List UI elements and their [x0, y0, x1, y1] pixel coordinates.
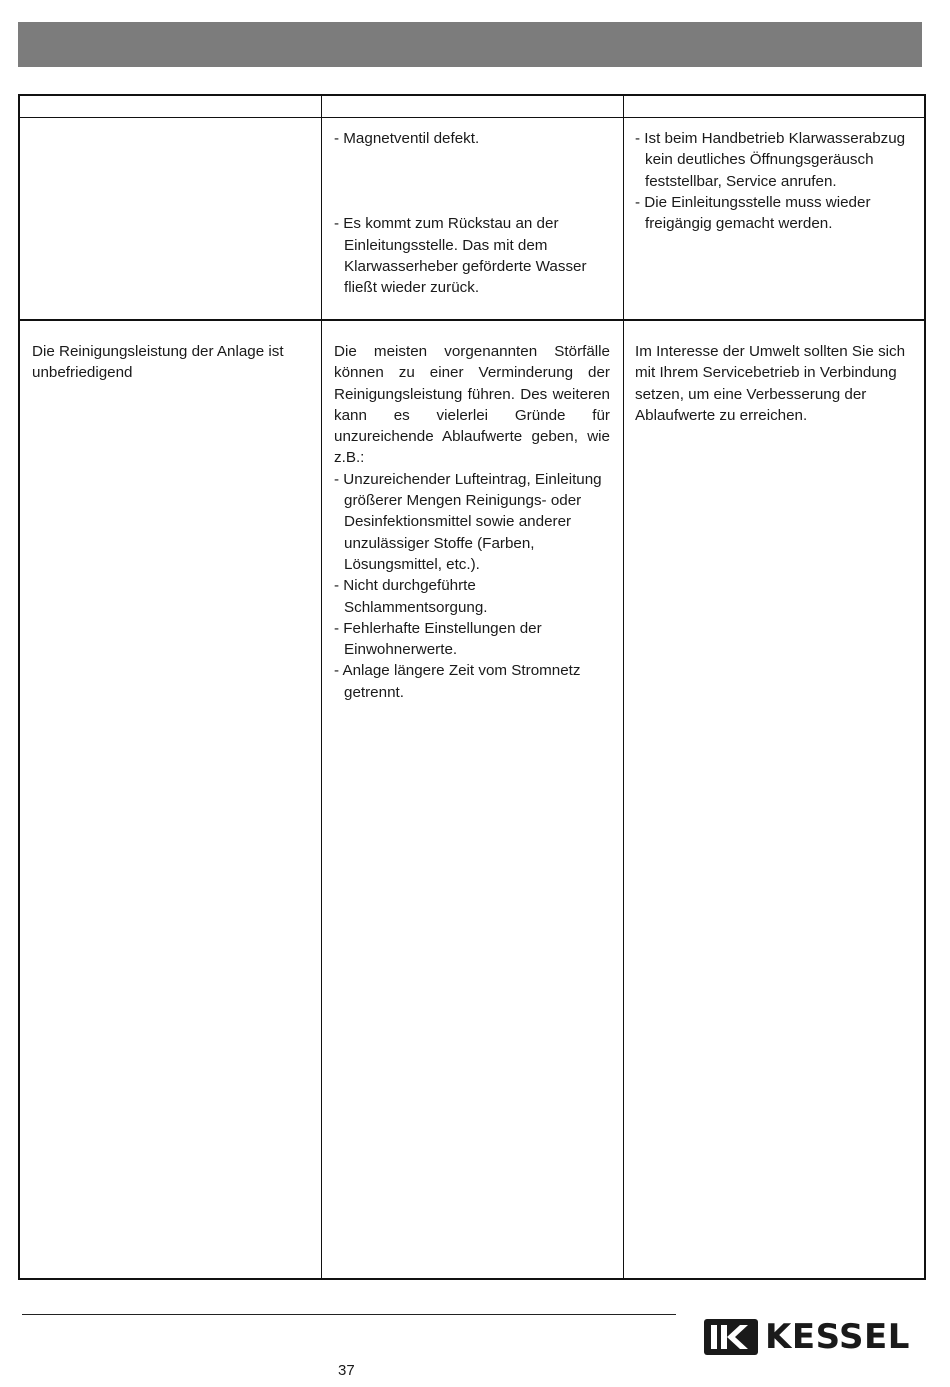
row2-cause	[334, 341, 610, 703]
remedy-item: - Die Einleitungsstelle muss wieder freigängig gemacht werden.	[635, 193, 871, 233]
header-bar	[18, 22, 922, 67]
page-number: 37	[338, 1362, 355, 1379]
cause-item: - Unzureichender Lufteintrag, Einleitung größerer Mengen Reinigungs- oder Desinfektionsmittel sowie anderer unzulässiger Stoffe (Farben, Lösungsmittel, etc.).	[334, 470, 602, 573]
cause-item: - Es kommt zum Rückstau an der Einleitungsstelle. Das mit dem Klarwasserheber geförderte Wasser fließt wieder zurück.	[334, 215, 587, 297]
cause-item: - Magnetventil defekt.	[334, 130, 480, 147]
cause-item: - Fehlerhafte Einstellungen der Einwohnerwerte.	[334, 619, 542, 659]
cause-item: - Nicht durchgeführte Schlammentsorgung.	[334, 577, 488, 616]
footer-rule	[22, 1314, 676, 1315]
remedy-item: - Ist beim Handbetrieb Klarwasserabzug kein deutliches Öffnungsgeräusch feststellbar, Service anrufen.	[635, 130, 906, 190]
troubleshooting-table	[18, 94, 926, 1280]
column-divider	[321, 96, 322, 1278]
cause-intro: Die meisten vorgenannten Störfälle können zu einer Verminderung der Reinigungsleistung führen. Des weiteren kann es vielerlei Gründe für unzureichende Ablaufwerte geben, wie z.B.:	[334, 343, 610, 467]
kessel-logo	[702, 1315, 910, 1359]
column-divider	[623, 96, 624, 1278]
row2-problem: Die Reinigungsleistung der Anlage ist unbefriedigend	[32, 343, 284, 382]
header-row-divider	[20, 117, 924, 118]
row2-remedy: Im Interesse der Umwelt sollten Sie sich mit Ihrem Servicebetrieb in Verbindung setzen, um eine Verbesserung der Ablaufwerte zu erreichen.	[635, 343, 906, 424]
cause-item: - Anlage längere Zeit vom Stromnetz getrennt.	[334, 662, 581, 701]
row-divider	[20, 319, 924, 321]
row1-cause	[334, 128, 610, 298]
row1-remedy	[635, 128, 911, 234]
brand-name: KESSEL	[765, 1317, 910, 1357]
kessel-logo-icon	[702, 1317, 760, 1357]
